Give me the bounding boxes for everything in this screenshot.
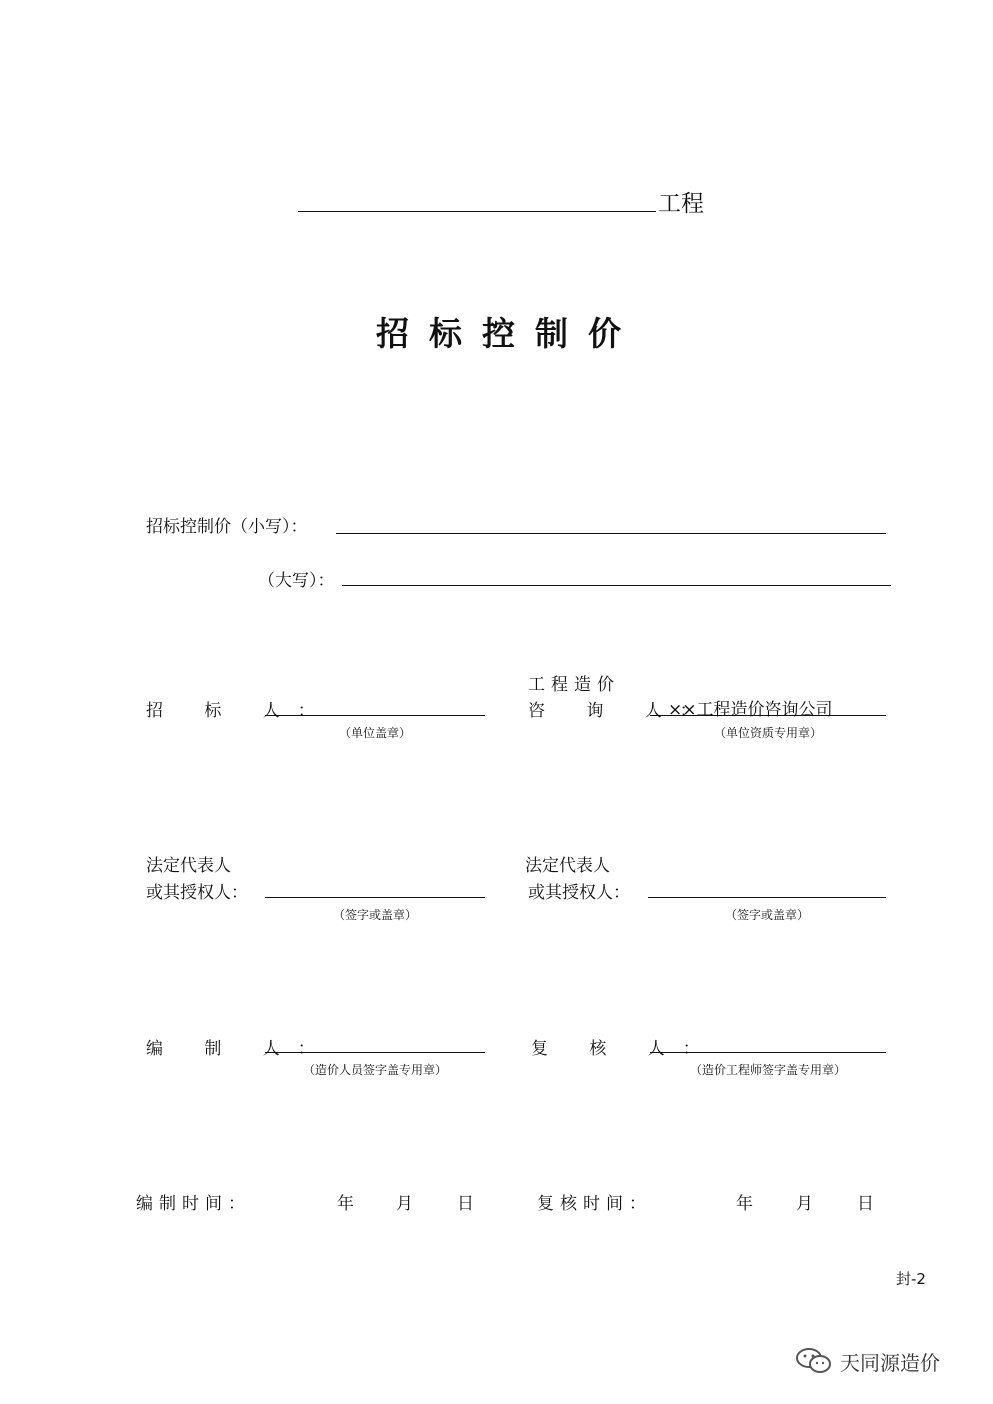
tenderer-note: （单位盖章） (338, 726, 411, 740)
compile-year: 年 (337, 1194, 354, 1214)
legal-right-line (648, 897, 886, 898)
compiler-label: 编 制 人： (146, 1039, 333, 1059)
reviewer-label: 复 核 人： (531, 1039, 718, 1059)
consultant-value: ××工程造价咨询公司 (668, 700, 833, 720)
reviewer-line (650, 1052, 886, 1053)
price-big-label: （大写）： (258, 571, 335, 591)
compiler-line (265, 1052, 485, 1053)
legal-left-line1: 法定代表人 (146, 856, 231, 876)
legal-right-note: （签字或盖章） (724, 908, 809, 922)
consultant-label-line1: 工程造价 (528, 675, 620, 695)
tenderer-line (265, 715, 485, 716)
legal-left-note: （签字或盖章） (332, 908, 417, 922)
price-small-line (336, 533, 886, 534)
compile-date-label: 编制时间： (136, 1194, 251, 1214)
price-big-line (342, 585, 891, 586)
review-day: 日 (857, 1194, 874, 1214)
consultant-label-line2: 咨 询 人： (528, 701, 715, 721)
legal-left-line2: 或其授权人： (146, 883, 248, 903)
review-year: 年 (736, 1194, 753, 1214)
wechat-icon (794, 1346, 834, 1376)
price-small-label: 招标控制价（小写）： (146, 517, 308, 537)
project-name-line (298, 211, 656, 212)
legal-right-line2: 或其授权人： (528, 883, 630, 903)
page-title: 招标控制价 (376, 314, 641, 353)
consultant-note: （单位资质专用章） (713, 726, 822, 740)
review-date-label: 复核时间： (537, 1194, 652, 1214)
tenderer-label: 招 标 人： (146, 701, 333, 721)
compiler-note: （造价人员签字盖专用章） (302, 1063, 447, 1077)
legal-left-line (265, 897, 485, 898)
page-code: 封-2 (896, 1270, 926, 1288)
legal-right-line1: 法定代表人 (525, 856, 610, 876)
watermark-text: 天同源造价 (840, 1351, 940, 1375)
compile-month: 月 (396, 1194, 413, 1214)
consultant-line (650, 715, 886, 716)
review-month: 月 (796, 1194, 813, 1214)
reviewer-note: （造价工程师签字盖专用章） (689, 1063, 846, 1077)
project-suffix: 工程 (658, 191, 704, 217)
compile-day: 日 (457, 1194, 474, 1214)
